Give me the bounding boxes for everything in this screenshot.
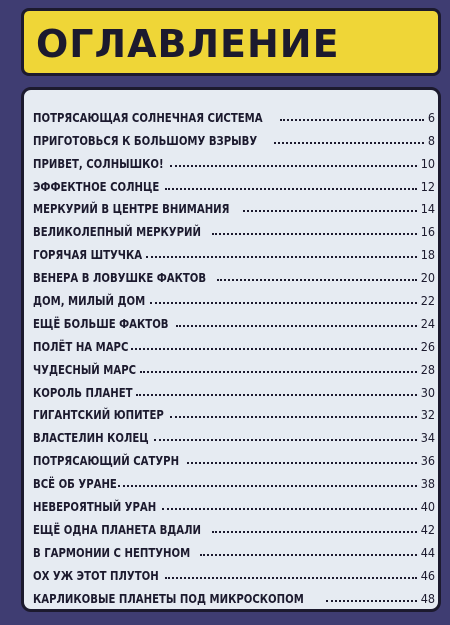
toc-entry-page-number: 22 <box>420 293 435 309</box>
toc-entry-page-number: 32 <box>420 407 435 423</box>
toc-entry[interactable] <box>33 583 435 606</box>
toc-entry-page-number: 36 <box>420 453 435 469</box>
toc-entry-title: ВЛАСТЕЛИН КОЛЕЦ <box>33 430 149 446</box>
toc-entry-page-number: 6 <box>427 109 435 125</box>
dot-leader <box>165 187 416 190</box>
toc-list <box>33 102 435 606</box>
toc-entry-title: В ГАРМОНИИ С НЕПТУНОМ <box>33 544 191 560</box>
dot-leader <box>136 393 417 396</box>
dot-leader <box>150 301 417 304</box>
dot-leader <box>170 164 417 167</box>
toc-entry-title: ВЕЛИКОЛЕПНЫЙ МЕРКУРИЙ <box>33 224 201 240</box>
table-of-contents <box>21 87 441 612</box>
toc-entry-title: ПРИГОТОВЬСЯ К БОЛЬШОМУ ВЗРЫВУ <box>33 132 258 148</box>
page-title: ОГЛАВЛЕНИЕ <box>36 22 340 66</box>
toc-entry-page-number: 14 <box>420 201 435 217</box>
toc-entry[interactable] <box>33 491 435 514</box>
toc-entry[interactable] <box>33 216 435 239</box>
toc-entry[interactable] <box>33 537 435 560</box>
toc-entry-page-number: 12 <box>420 178 435 194</box>
dot-leader <box>170 415 416 418</box>
toc-entry[interactable] <box>33 400 435 423</box>
toc-entry[interactable] <box>33 468 435 491</box>
toc-entry-title: ЭФФЕКТНОЕ СОЛНЦЕ <box>33 178 160 194</box>
dot-leader <box>154 438 417 441</box>
toc-entry[interactable] <box>33 262 435 285</box>
toc-entry-page-number: 24 <box>420 315 435 331</box>
title-banner <box>21 8 441 76</box>
toc-entry[interactable] <box>33 331 435 354</box>
toc-entry-title: ЧУДЕСНЫЙ МАРС <box>33 361 137 377</box>
toc-entry-title: ПОТРЯСАЮЩИЙ САТУРН <box>33 453 180 469</box>
toc-entry-title: ПОЛЁТ НА МАРС <box>33 338 129 354</box>
toc-entry[interactable] <box>33 285 435 308</box>
toc-entry[interactable] <box>33 445 435 468</box>
toc-entry-page-number: 42 <box>420 521 435 537</box>
toc-entry-title: ДОМ, МИЛЫЙ ДОМ <box>33 293 146 309</box>
toc-entry[interactable] <box>33 239 435 262</box>
toc-entry[interactable] <box>33 102 435 125</box>
toc-entry-page-number: 18 <box>420 247 435 263</box>
toc-entry[interactable] <box>33 148 435 171</box>
toc-entry-page-number: 20 <box>420 270 435 286</box>
dot-leader <box>200 553 417 556</box>
dot-leader <box>187 461 416 464</box>
dot-leader <box>165 576 417 579</box>
toc-entry-page-number: 40 <box>420 499 435 515</box>
toc-entry-title: ВСЁ ОБ УРАНЕ <box>33 476 117 492</box>
dot-leader <box>280 118 424 121</box>
toc-entry-title: ЕЩЁ ОДНА ПЛАНЕТА ВДАЛИ <box>33 521 202 537</box>
dot-leader <box>243 209 416 212</box>
toc-entry-page-number: 8 <box>427 132 435 148</box>
toc-entry[interactable] <box>33 560 435 583</box>
toc-entry-title: НЕВЕРОЯТНЫЙ УРАН <box>33 499 157 515</box>
toc-entry-title: ВЕНЕРА В ЛОВУШКЕ ФАКТОВ <box>33 270 207 286</box>
toc-entry-title: ГОРЯЧАЯ ШТУЧКА <box>33 247 143 263</box>
dot-leader <box>146 255 416 258</box>
dot-leader <box>140 370 417 373</box>
toc-entry-page-number: 28 <box>420 361 435 377</box>
toc-entry[interactable] <box>33 377 435 400</box>
dot-leader <box>217 278 416 281</box>
toc-entry[interactable] <box>33 171 435 194</box>
toc-entry[interactable] <box>33 422 435 445</box>
dot-leader <box>326 599 417 602</box>
dot-leader <box>212 530 417 533</box>
dot-leader <box>118 484 417 487</box>
toc-entry-title: ГИГАНТСКИЙ ЮПИТЕР <box>33 407 164 423</box>
dot-leader <box>162 507 417 510</box>
dot-leader <box>131 347 417 350</box>
toc-entry-page-number: 26 <box>420 338 435 354</box>
toc-entry-title: ПРИВЕТ, СОЛНЫШКО! <box>33 155 164 171</box>
toc-entry-title: ПОТРЯСАЮЩАЯ СОЛНЕЧНАЯ СИСТЕМА <box>33 109 263 125</box>
toc-entry-title: КАРЛИКОВЫЕ ПЛАНЕТЫ ПОД МИКРОСКОПОМ <box>33 590 304 606</box>
toc-entry-page-number: 34 <box>420 430 435 446</box>
toc-entry[interactable] <box>33 125 435 148</box>
toc-entry-title: ОХ УЖ ЭТОТ ПЛУТОН <box>33 567 159 583</box>
dot-leader <box>212 232 417 235</box>
toc-entry-page-number: 10 <box>420 155 435 171</box>
toc-entry-title: КОРОЛЬ ПЛАНЕТ <box>33 384 133 400</box>
toc-entry-title: МЕРКУРИЙ В ЦЕНТРЕ ВНИМАНИЯ <box>33 201 230 217</box>
toc-entry-page-number: 44 <box>420 544 435 560</box>
toc-entry-title: ЕЩЁ БОЛЬШЕ ФАКТОВ <box>33 315 169 331</box>
toc-entry-page-number: 46 <box>420 567 435 583</box>
toc-entry[interactable] <box>33 308 435 331</box>
toc-entry-page-number: 38 <box>420 476 435 492</box>
toc-entry[interactable] <box>33 354 435 377</box>
dot-leader <box>274 141 424 144</box>
dot-leader <box>176 324 417 327</box>
toc-entry[interactable] <box>33 194 435 217</box>
toc-entry-page-number: 30 <box>420 384 435 400</box>
toc-entry-page-number: 48 <box>420 590 435 606</box>
toc-entry[interactable] <box>33 514 435 537</box>
toc-entry-page-number: 16 <box>420 224 435 240</box>
